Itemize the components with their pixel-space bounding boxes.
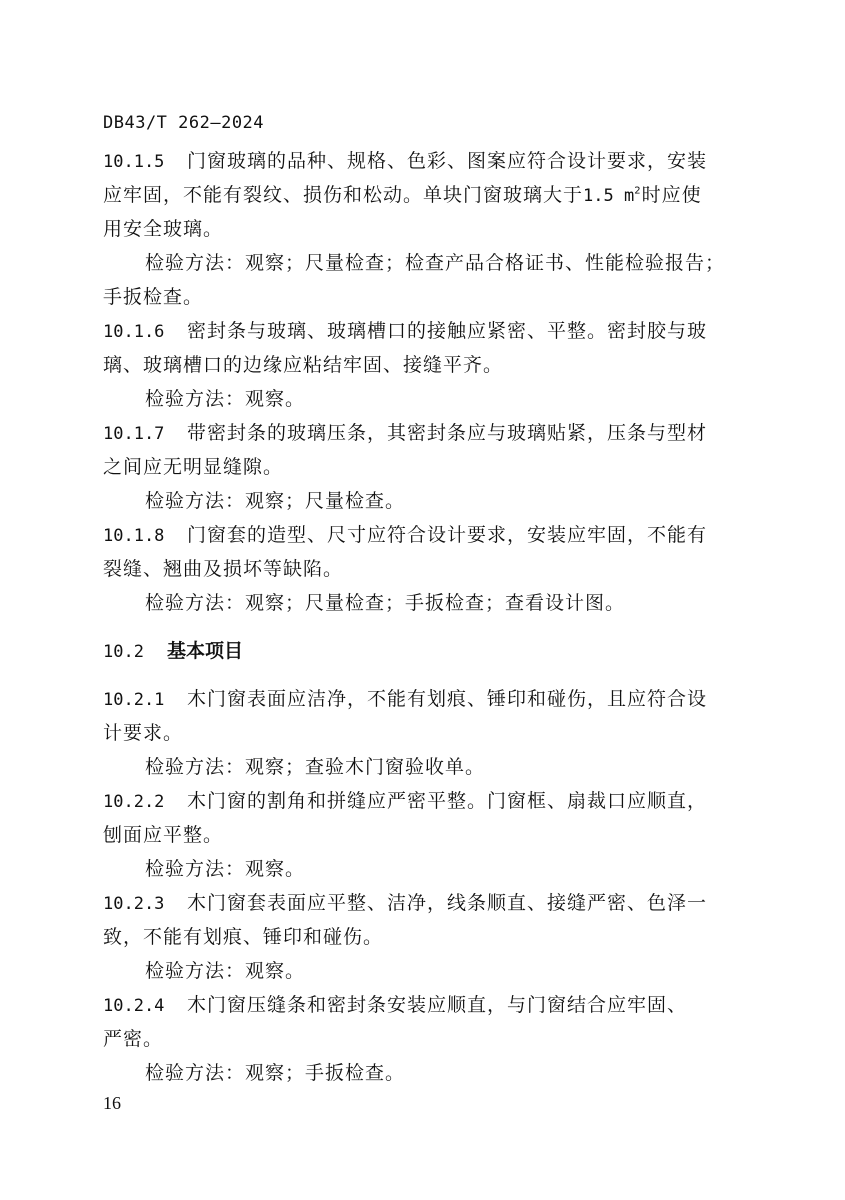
- inspection-method-10-1-8: [103, 586, 753, 620]
- clause-text: 严密。: [103, 1028, 164, 1050]
- inspection-method-10-1-7: [103, 484, 753, 518]
- clause-10-1-6-line-2: [103, 348, 753, 382]
- clause-number: 10.2.1: [103, 690, 165, 710]
- method-text: 检验方法：观察；尺量检查；手扳检查；查看设计图。: [145, 592, 626, 614]
- clause-10-1-6-line-1: [103, 314, 753, 348]
- method-text: 检验方法：观察。: [145, 960, 306, 982]
- clause-number: 10.2.3: [103, 894, 165, 914]
- inspection-method-10-2-1: [103, 750, 753, 784]
- area-value: 1.5 m: [583, 186, 635, 206]
- clause-text: 木门窗套表面应平整、洁净，线条顺直、接缝严密、色泽一: [187, 892, 708, 914]
- clause-10-2-4-line-1: [103, 988, 753, 1022]
- clause-text: 门窗套的造型、尺寸应符合设计要求，安装应牢固，不能有: [187, 524, 708, 546]
- clause-text: 木门窗表面应洁净，不能有划痕、锤印和碰伤，且应符合设: [187, 688, 708, 710]
- clause-text: 之间应无明显缝隙。: [103, 456, 284, 478]
- clause-10-1-5-line-1: [103, 144, 753, 178]
- inspection-method-10-2-4: [103, 1056, 753, 1090]
- clause-10-2-3-line-1: [103, 886, 753, 920]
- clause-text: 致，不能有划痕、锤印和碰伤。: [103, 926, 384, 948]
- clause-text: 计要求。: [103, 722, 184, 744]
- clause-number: 10.1.8: [103, 526, 165, 546]
- section-title: 基本项目: [167, 640, 244, 662]
- clause-number: 10.1.5: [103, 152, 165, 172]
- clause-text: 带密封条的玻璃压条，其密封条应与玻璃贴紧，压条与型材: [187, 422, 708, 444]
- clause-10-2-1-line-1: [103, 682, 753, 716]
- clause-text: 门窗玻璃的品种、规格、色彩、图案应符合设计要求，安装: [187, 150, 708, 172]
- clause-text: 裂缝、翘曲及损坏等缺陷。: [103, 558, 344, 580]
- method-text: 检验方法：观察；尺量检查；检查产品合格证书、性能检验报告；: [145, 252, 726, 274]
- inspection-method-10-2-3: [103, 954, 753, 988]
- clause-number: 10.1.6: [103, 322, 165, 342]
- clause-10-1-7-line-1: [103, 416, 753, 450]
- superscript-2: 2: [634, 185, 642, 197]
- method-text: 检验方法：观察；尺量检查。: [145, 490, 406, 512]
- clause-10-2-3-line-2: [103, 920, 753, 954]
- clause-10-2-2-line-1: [103, 784, 753, 818]
- clause-10-1-8-line-2: [103, 552, 753, 586]
- method-text: 检验方法：观察。: [145, 388, 306, 410]
- clause-text: 应牢固，不能有裂纹、损伤和松动。单块门窗玻璃大于: [103, 184, 584, 206]
- section-number: 10.2: [103, 642, 144, 662]
- document-code-header: DB43/T 262—2024: [103, 113, 265, 133]
- section-heading-10-2: [103, 634, 753, 668]
- page-number: 16: [103, 1093, 121, 1113]
- clause-text: 时应使: [641, 184, 702, 206]
- clause-10-2-1-line-2: [103, 716, 753, 750]
- method-text: 检验方法：观察；查验木门窗验收单。: [145, 756, 486, 778]
- clause-text: 用安全玻璃。: [103, 218, 224, 240]
- clause-10-1-8-line-1: [103, 518, 753, 552]
- clause-text: 木门窗的割角和拼缝应严密平整。门窗框、扇裁口应顺直，: [187, 790, 708, 812]
- inspection-method-10-1-5-cont: [103, 280, 753, 314]
- clause-10-2-4-line-2: [103, 1022, 753, 1056]
- clause-text: 璃、玻璃槽口的边缘应粘结牢固、接缝平齐。: [103, 354, 504, 376]
- clause-10-1-7-line-2: [103, 450, 753, 484]
- method-text: 手扳检查。: [103, 286, 204, 308]
- clause-number: 10.1.7: [103, 424, 165, 444]
- clause-text: 密封条与玻璃、玻璃槽口的接触应紧密、平整。密封胶与玻: [187, 320, 708, 342]
- inspection-method-10-2-2: [103, 852, 753, 886]
- method-text: 检验方法：观察。: [145, 858, 306, 880]
- clause-10-1-5-line-3: [103, 212, 753, 246]
- page-body: [103, 144, 753, 1090]
- clause-10-1-5-line-2: [103, 178, 753, 212]
- method-text: 检验方法：观察；手扳检查。: [145, 1062, 406, 1084]
- inspection-method-10-1-6: [103, 382, 753, 416]
- clause-10-2-2-line-2: [103, 818, 753, 852]
- clause-number: 10.2.4: [103, 996, 165, 1016]
- inspection-method-10-1-5: [103, 246, 753, 280]
- clause-text: 木门窗压缝条和密封条安装应顺直，与门窗结合应牢固、: [187, 994, 688, 1016]
- clause-number: 10.2.2: [103, 792, 165, 812]
- clause-text: 刨面应平整。: [103, 824, 224, 846]
